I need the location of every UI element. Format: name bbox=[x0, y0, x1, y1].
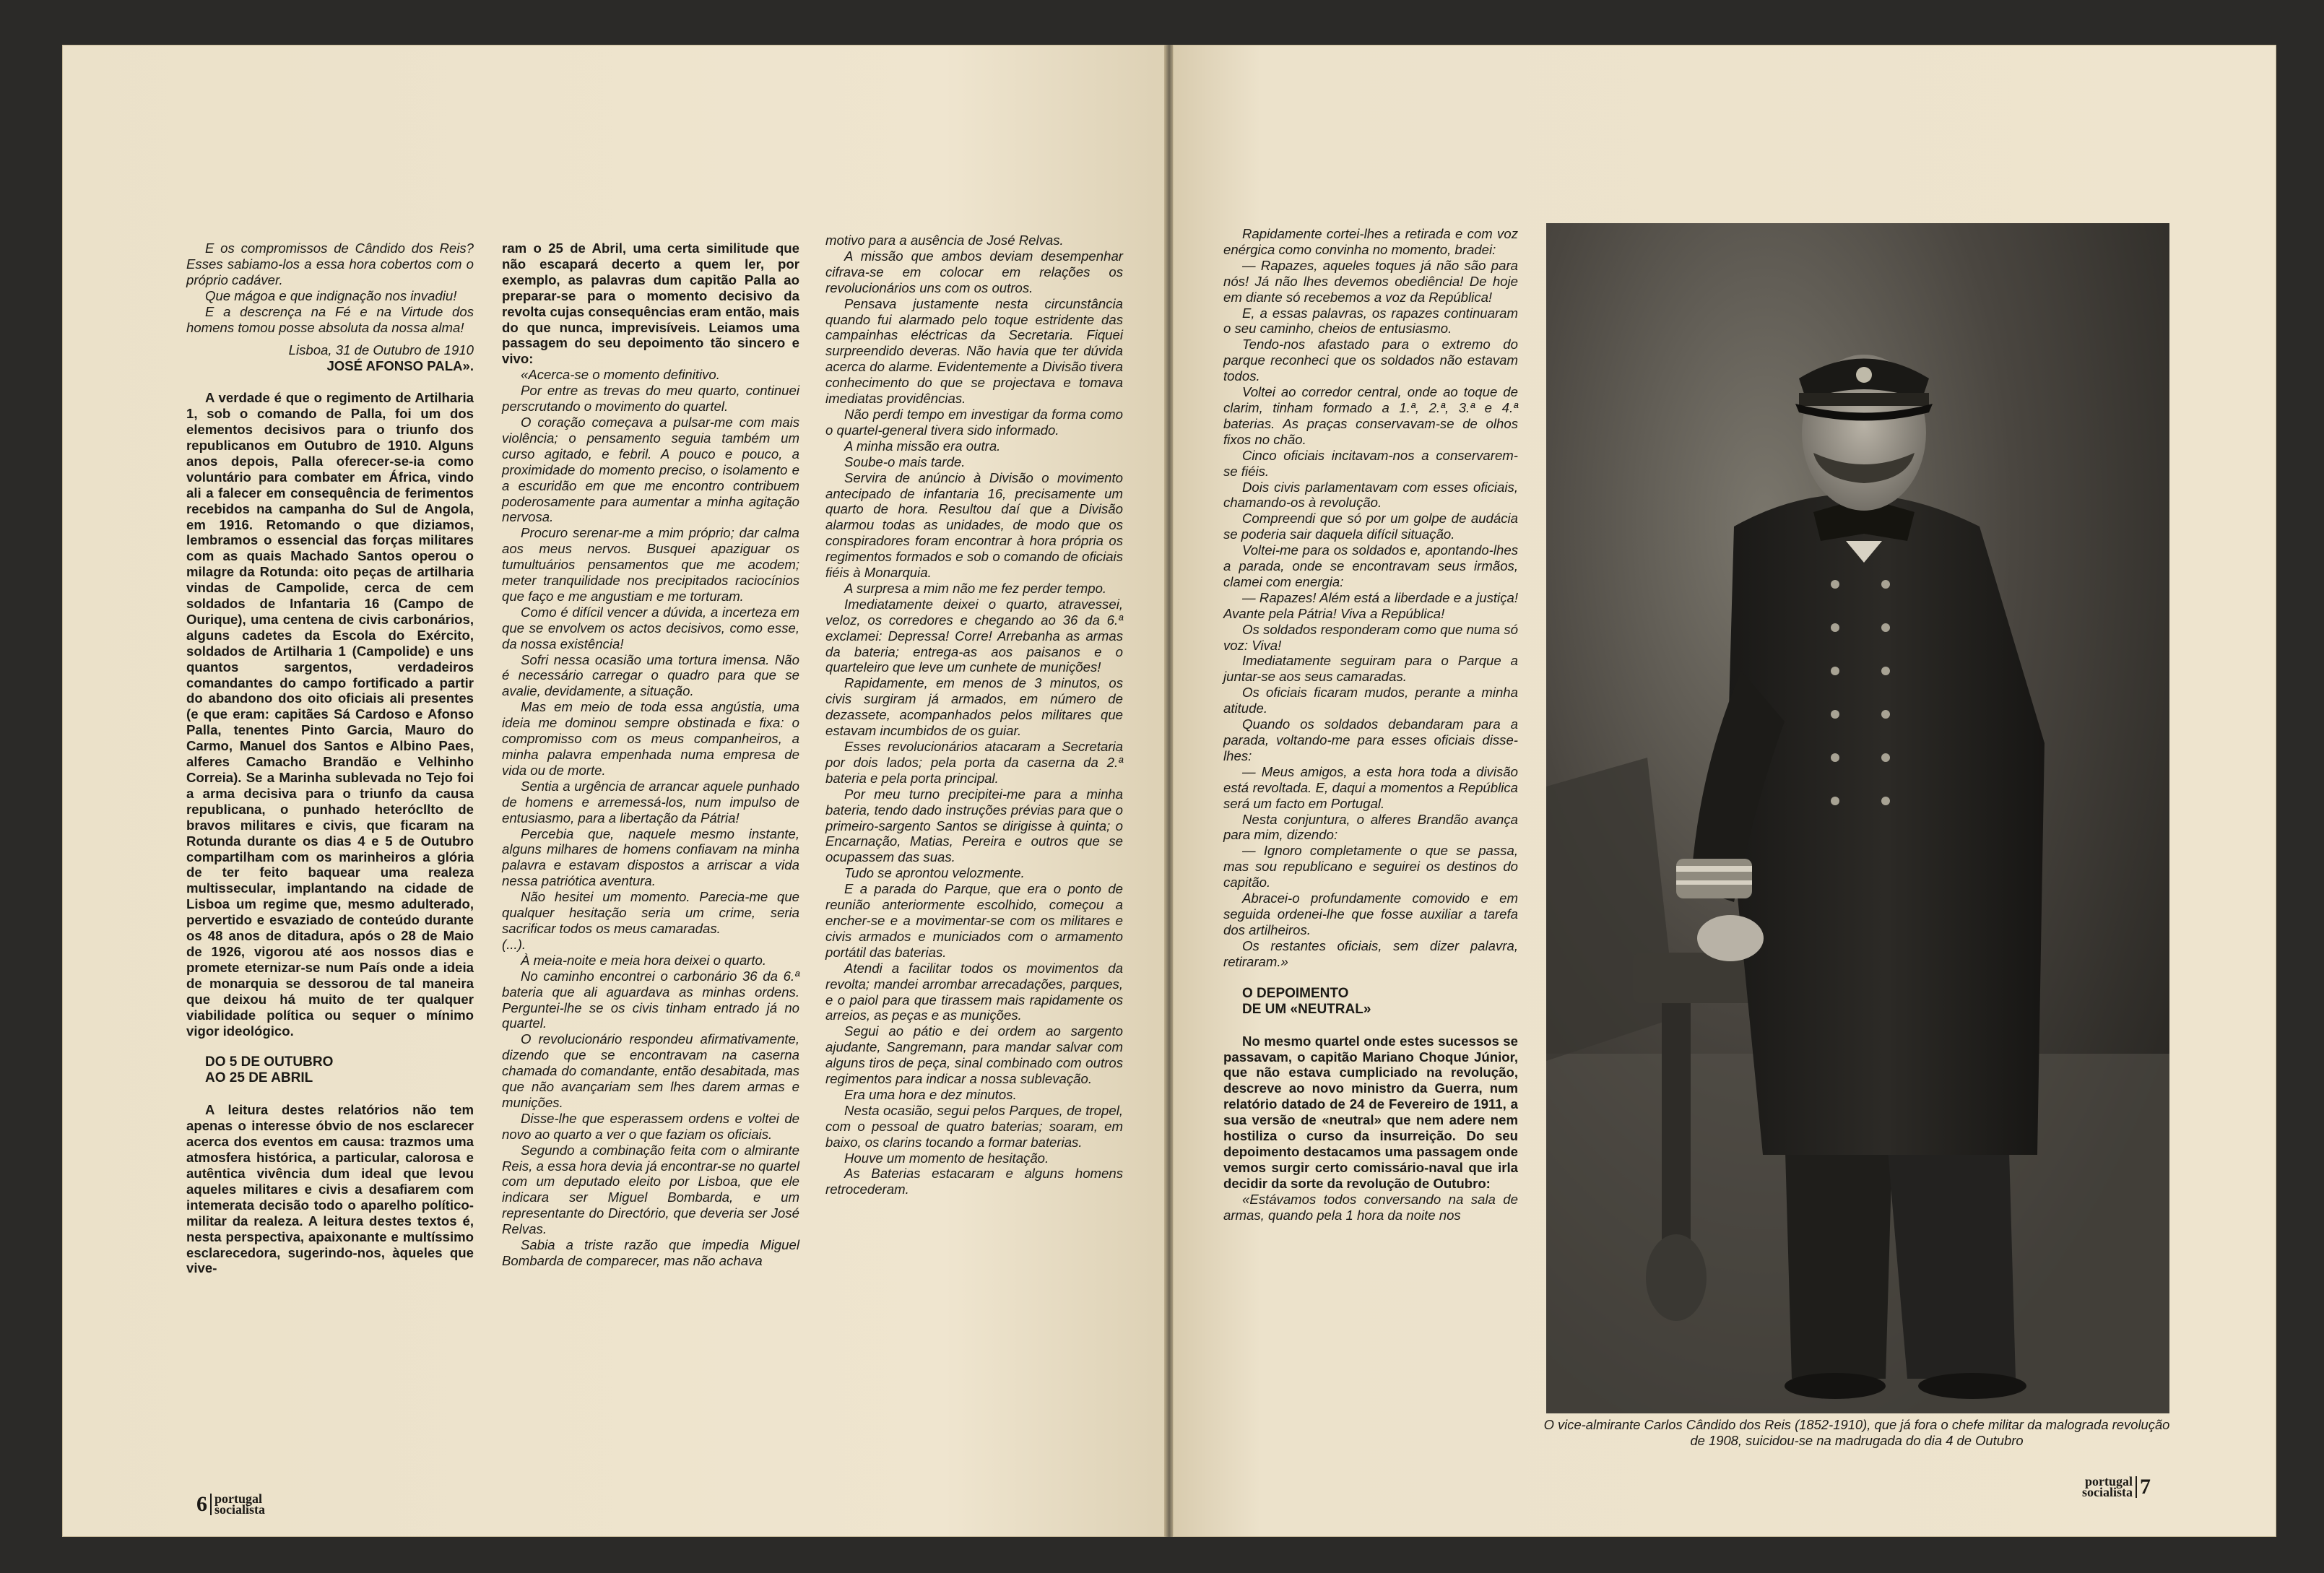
section-heading-line: AO 25 DE ABRIL bbox=[205, 1070, 313, 1086]
quote-paragraph: A minha missão era outra. bbox=[844, 438, 1001, 454]
page-folio-right bbox=[2082, 1476, 2151, 1498]
quote-paragraph: Pensava justamente nesta circunstância quando fui alarmado pelo toque estridente das campainhas eléctricas da Secretaria. Fiquei surpreendido deveras. Não havia que ter dúvida acerca do alarme. Evidentemente a Divisão tivera conhecimento do que se projectava e tomava imediatas providências. bbox=[825, 295, 1123, 407]
section-heading-line: O DEPOIMENTO bbox=[1242, 985, 1349, 1001]
quote-paragraph: No caminho encontrei o carbonário 36 da 6.ª bateria que ali aguardava as minhas ordens. Perguntei-lhe se os civis tinham entrado já no quartel. bbox=[502, 968, 799, 1031]
quote-paragraph: Quando os soldados debandaram para a parada, voltando-me para esses oficiais disse-lhes: bbox=[1223, 716, 1518, 763]
quote-paragraph: E, a essas palavras, os rapazes continuaram o seu caminho, cheios de entusiasmo. bbox=[1223, 305, 1518, 337]
quote-paragraph: Tudo se aprontou velozmente. bbox=[844, 865, 1025, 881]
quote-paragraph: — Ignoro completamente o que se passa, mas sou republicano e seguirei os destinos do capitão. bbox=[1223, 843, 1518, 890]
quote-paragraph: O revolucionário respondeu afirmativamente, dizendo que se encontravam na caserna chamada do comandante, então desabitada, mas que não avançariam sem lhes darem armas e munições. bbox=[502, 1031, 799, 1110]
quote-paragraph: Por meu turno precipitei-me para a minha bateria, tendo dado instruções prévias para que o primeiro-sargento Santos se dirigisse à quinta; o Encarnação, Matias, Pereira e outros que se ocupassem das suas. bbox=[825, 786, 1123, 865]
section-heading-line: DE UM «NEUTRAL» bbox=[1242, 1001, 1371, 1017]
quote-paragraph: «Acerca-se o momento definitivo. bbox=[521, 367, 720, 383]
quote-paragraph: Sofri nessa ocasião uma tortura imensa. Não é necessário carregar o quadro para que se avalie, devidamente, a situação. bbox=[502, 651, 799, 699]
quote-paragraph: Cinco oficiais incitavam-nos a conservarem-se fiéis. bbox=[1223, 447, 1518, 479]
right-column-1 bbox=[1223, 226, 1518, 1223]
quote-paragraph: Os soldados responderam como que numa só voz: Viva! bbox=[1223, 621, 1518, 653]
quote-line: E a descrença na Fé e na Virtude dos homens tomou posse absoluta da nossa alma! bbox=[186, 303, 474, 335]
quote-paragraph: As Baterias estacaram e alguns homens retrocederam. bbox=[825, 1166, 1123, 1197]
quote-paragraph: Procuro serenar-me a mim próprio; dar calma aos meus nervos. Busquei apaziguar os tumultuários pensamentos que me acodem; meter tranquilidade nos precipitados raciocínios que faço e me angustiam e me torturam. bbox=[502, 525, 799, 604]
body-paragraph: ram o 25 de Abril, uma certa similitude que não escapará decerto a quem ler, por exemplo, as palavras dum capitão Palla ao preparar-se para o momento decisivo da revolta cujas consequências eram então, mais do que nunca, imprevisíveis. Leiamos uma passagem do seu depoimento tão sincero e vivo: bbox=[502, 240, 799, 367]
quote-paragraph: «Estávamos todos conversando na sala de armas, quando pela 1 hora da noite nos bbox=[1223, 1191, 1518, 1223]
body-paragraph: No mesmo quartel onde estes sucessos se passavam, o capitão Mariano Choque Júnior, que não estava cumpliciado na revolução, descreve ao novo ministro da Guerra, num relatório datado de 24 de Fevereiro de 1911, a sua versão de «neutral» que nem adere nem hostiliza o curso da insurreição. Do seu depoimento destacamos uma passagem onde vemos surgir certo comissário-naval que irla decidir da sorte da revolução de Outubro: bbox=[1223, 1033, 1518, 1191]
quote-paragraph: Os oficiais ficaram mudos, perante a minha atitude. bbox=[1223, 685, 1518, 716]
quote-paragraph: Nesta ocasião, segui pelos Parques, de tropel, com o pessoal de quatro baterias; soaram, em baixo, os clarins tocando a formar baterias. bbox=[825, 1102, 1123, 1150]
left-column-3 bbox=[825, 233, 1123, 1197]
quote-paragraph: Imediatamente seguiram para o Parque a juntar-se aos seus camaradas. bbox=[1223, 653, 1518, 685]
quote-paragraph: Como é difícil vencer a dúvida, a incerteza em que se envolvem os actos decisivos, como esse, da nossa existência! bbox=[502, 604, 799, 651]
quote-paragraph: — Meus amigos, a esta hora toda a divisão está revoltada. E, daqui a momentos a República será um facto em Portugal. bbox=[1223, 763, 1518, 811]
photo-caption: O vice-almirante Carlos Cândido dos Reis (1852-1910), que já fora o chefe militar da malograda revolução de 1908, suicidou-se na madrugada do dia 4 de Outubro bbox=[1543, 1417, 2170, 1448]
left-column-2 bbox=[502, 240, 799, 1269]
quote-paragraph: Dois civis parlamentavam com esses oficiais, chamando-os à revolução. bbox=[1223, 479, 1518, 511]
quote-paragraph: Soube-o mais tarde. bbox=[844, 454, 966, 469]
quote-paragraph: Segui ao pátio e dei ordem ao sargento ajudante, Sangremann, para mandar salvar com alguns tiros de peça, sinal combinado com outros regimentos para indicar a nossa sublevação. bbox=[825, 1023, 1123, 1087]
masthead-logo bbox=[2082, 1476, 2133, 1498]
quote-paragraph: Era uma hora e dez minutos. bbox=[844, 1086, 1017, 1102]
quote-paragraph: À meia-noite e meia hora deixei o quarto. bbox=[521, 952, 767, 968]
portrait-illustration bbox=[1546, 223, 2169, 1413]
quote-paragraph: motivo para a ausência de José Relvas. bbox=[825, 233, 1064, 248]
quote-paragraph: E a parada do Parque, que era o ponto de reunião anteriormente escolhido, começou a encher-se e a movimentar-se com os militares e civis armados e municiados com o armamento portátil das baterias. bbox=[825, 881, 1123, 960]
quote-paragraph: Nesta conjuntura, o alferes Brandão avança para mim, dizendo: bbox=[1223, 811, 1518, 843]
quote-paragraph: Tendo-nos afastado para o extremo do parque reconheci que os soldados não estavam todos. bbox=[1223, 337, 1518, 384]
quote-paragraph: Sabia a triste razão que impedia Miguel Bombarda de comparecer, mas não achava bbox=[502, 1237, 799, 1268]
quote-paragraph: Percebia que, naquele mesmo instante, alguns milhares de homens confiavam na minha palavra e estavam dispostos a arriscar a vida nessa patriótica aventura. bbox=[502, 826, 799, 889]
body-paragraph: A verdade é que o regimento de Artilharia 1, sob o comando de Palla, foi um dos elementos decisivos para o triunfo dos republicanos em Outubro de 1910. Alguns anos depois, Palla oferecer-se-ia como voluntário para combater em África, vindo ali a falecer em consequência de ferimentos recebidos na campanha do Sul de Angola, em 1916. Retomando o que diziamos, lembramos o essencial das forças militares com as quais Machado Santos operou o milagre da Rotunda: oito peças de artilharia vindas de Campolide, cerca de cem soldados de Infantaria 16 (Campo de Ourique), uma centena de civis carbonários, alguns cadetes da Escola do Exército, soldados de Artilharia 1 (Campolide) e uns quantos sargentos, verdadeiros comandantes do campo fortificado a partir do abandono dos oito oficiais ali presentes (e que eram: capitães Sá Cardoso e Afonso Palla, tenentes Pinto Garcia, Mauro do Carmo, Manuel dos Santos e Albino Paes, alferes Camacho Brandão e Velhinho Correia). Se a Marinha sublevada no Tejo foi a arma decisiva para o triunfo da causa republicana, o punhado heterócllto de bravos militares e civis, que ficaram na Rotunda durante os dias 4 e 5 de Outubro compartilham com os marinheiros a glória de ter feito baquear uma realeza multissecular, implantando na cidade de Lisboa um regime que, mesmo adulterado, pervertido e esvaziado de conteúdo durante os 48 anos de ditadura, após o 28 de Maio de 1926, vigorou até aos nossos dias e promete eternizar-se num País onde a ideia de monarquia se dessorou de tal maneira que deixou há muito de ter qualquer viabilidade política ou sequer o mínimo vigor ideológico. bbox=[186, 390, 474, 1039]
quote-paragraph: Voltei ao corredor central, onde ao toque de clarim, tinham formado a 1.ª, 2.ª, 3.ª e 4.ª baterias. As praças conservavam-se de olhos fixos no chão. bbox=[1223, 384, 1518, 447]
quote-paragraph: Rapidamente, em menos de 3 minutos, os civis surgiram já armados, em número de dezassete, acompanhados pelos militares que estavam incumbidos de os guiar. bbox=[825, 675, 1123, 739]
quote-paragraph: O coração começava a pulsar-me com mais violência; o pensamento seguia também um curso agitado, e febril. A pouco e pouco, a proximidade do momento preciso, o isolamento e a escuridão em que me encontro contribuem poderosamente para aumentar a minha agitação nervosa. bbox=[502, 414, 799, 525]
folio-rule bbox=[210, 1494, 212, 1515]
quote-paragraph: Disse-lhe que esperassem ordens e voltei de novo ao quarto a ver o que faziam os oficiais. bbox=[502, 1110, 799, 1142]
quote-paragraph: A surpresa a mim não me fez perder tempo. bbox=[844, 580, 1107, 596]
folio-rule bbox=[2136, 1476, 2137, 1498]
quote-paragraph: Não hesitei um momento. Parecia-me que qualquer hesitação seria um crime, seria sacrificar todos os meus camaradas. bbox=[502, 889, 799, 936]
quote-paragraph: (...). bbox=[502, 936, 526, 952]
page-folio-left bbox=[196, 1491, 265, 1517]
quote-paragraph: Segundo a combinação feita com o almirante Reis, a essa hora devia já encontrar-se no quartel com um deputado eleito por Lisboa, que ele indicara ser Miguel Bombarda, e um representante do Directório, que deveria ser José Relvas. bbox=[502, 1142, 799, 1237]
quote-paragraph: — Rapazes, aqueles toques já não são para nós! Já não lhes devemos obediência! De hoje em diante só recebemos a voz da República! bbox=[1223, 257, 1518, 305]
quote-paragraph: Esses revolucionários atacaram a Secretaria por dois lados; pela porta da caserna da 2.ª bateria e pela porta principal. bbox=[825, 739, 1123, 786]
quote-paragraph: Não perdi tempo em investigar da forma como o quartel-general tivera sido informado. bbox=[825, 406, 1123, 438]
masthead-line: socialista bbox=[2082, 1485, 2133, 1499]
quote-paragraph: Por entre as trevas do meu quarto, continuei perscrutando o movimento do quartel. bbox=[502, 383, 799, 415]
dateline: Lisboa, 31 de Outubro de 1910 bbox=[288, 342, 474, 358]
masthead-logo bbox=[214, 1491, 265, 1517]
masthead-line: portugal bbox=[214, 1491, 263, 1506]
quote-paragraph: Os restantes oficiais, sem dizer palavra, retiraram.» bbox=[1223, 937, 1518, 969]
quote-line: Que mágoa e que indignação nos invadiu! bbox=[205, 287, 457, 303]
quote-paragraph: Compreendi que só por um golpe de audácia se poderia sair daquela difícil situação. bbox=[1223, 511, 1518, 542]
signature: JOSÉ AFONSO PALA». bbox=[326, 358, 474, 374]
quote-paragraph: — Rapazes! Além está a liberdade e a justiça! Avante pela Pátria! Viva a República! bbox=[1223, 589, 1518, 621]
quote-paragraph: A missão que ambos deviam desempenhar cifrava-se em colocar em relações os revolucionários uns com os outros. bbox=[825, 248, 1123, 295]
quote-paragraph: Houve um momento de hesitação. bbox=[844, 1150, 1049, 1166]
quote-paragraph: Atendi a facilitar todos os movimentos da revolta; mandei arrombar arrecadações, parques, e o paiol para que tirassem mais rapidamente os arreios, as peças e as munições. bbox=[825, 960, 1123, 1023]
quote-paragraph: Abracei-o profundamente comovido e em seguida ordenei-lhe que fosse auxiliar a tarefa dos artilheiros. bbox=[1223, 890, 1518, 937]
quote-paragraph: Rapidamente cortei-lhes a retirada e com voz enérgica como convinha no momento, bradei: bbox=[1223, 226, 1518, 257]
page-number: 6 bbox=[196, 1492, 207, 1516]
section-heading-line: DO 5 DE OUTUBRO bbox=[205, 1054, 334, 1070]
quote-paragraph: Sentia a urgência de arrancar aquele punhado de homens e arremessá-los, num impulso de entusiasmo, para a libertação da Pátria! bbox=[502, 778, 799, 826]
masthead-line: socialista bbox=[214, 1502, 265, 1517]
quote-line: E os compromissos de Cândido dos Reis? Esses sabiamo-los a essa hora cobertos com o próprio cadáver. bbox=[186, 240, 474, 287]
page-number: 7 bbox=[2140, 1475, 2151, 1499]
quote-paragraph: Voltei-me para os soldados e, apontando-lhes a parada, onde se encontravam seus irmãos, clamei com energia: bbox=[1223, 542, 1518, 589]
masthead-line: portugal bbox=[2084, 1474, 2133, 1488]
portrait-photograph bbox=[1546, 223, 2169, 1413]
quote-paragraph: Mas em meio de toda essa angústia, uma ideia me dominou sempre obstinada e fixa: o compromisso com os meus companheiros, a minha palavra empenhada numa empresa de vida ou de morte. bbox=[502, 699, 799, 778]
quote-paragraph: Servira de anúncio à Divisão o movimento antecipado de infantaria 16, precisamente um quarto de hora. Resultou daí que a Divisão alarmou todas as unidades, de modo que os conspiradores foram encontrar à hora própria os regimentos formados e sob o comando de oficiais fiéis à Monarquia. bbox=[825, 469, 1123, 581]
quote-paragraph: Imediatamente deixei o quarto, atravessei, veloz, os corredores e chegando ao 36 da 6.ª exclamei: Depressa! Corre! Arrebanha as armas da bateria; entrega-as aos paisanos e o quarteleiro que leve um cunhete de munições! bbox=[825, 596, 1123, 675]
body-paragraph: A leitura destes relatórios não tem apenas o interesse óbvio de nos esclarecer acerca dos eventos em causa: trazmos uma atmosfera histórica, a particular, calorosa e autêntica vivência dum ideal que levou aqueles militares e civis a desafiarem com intemerata decisão todo o aparelho político-militar da realeza. A leitura destes textos é, nesta perspectiva, apaixonante e multíssimo esclarecedora, sugerindo-nos, àqueles que vive- bbox=[186, 1102, 474, 1276]
left-column-1 bbox=[186, 240, 474, 1276]
